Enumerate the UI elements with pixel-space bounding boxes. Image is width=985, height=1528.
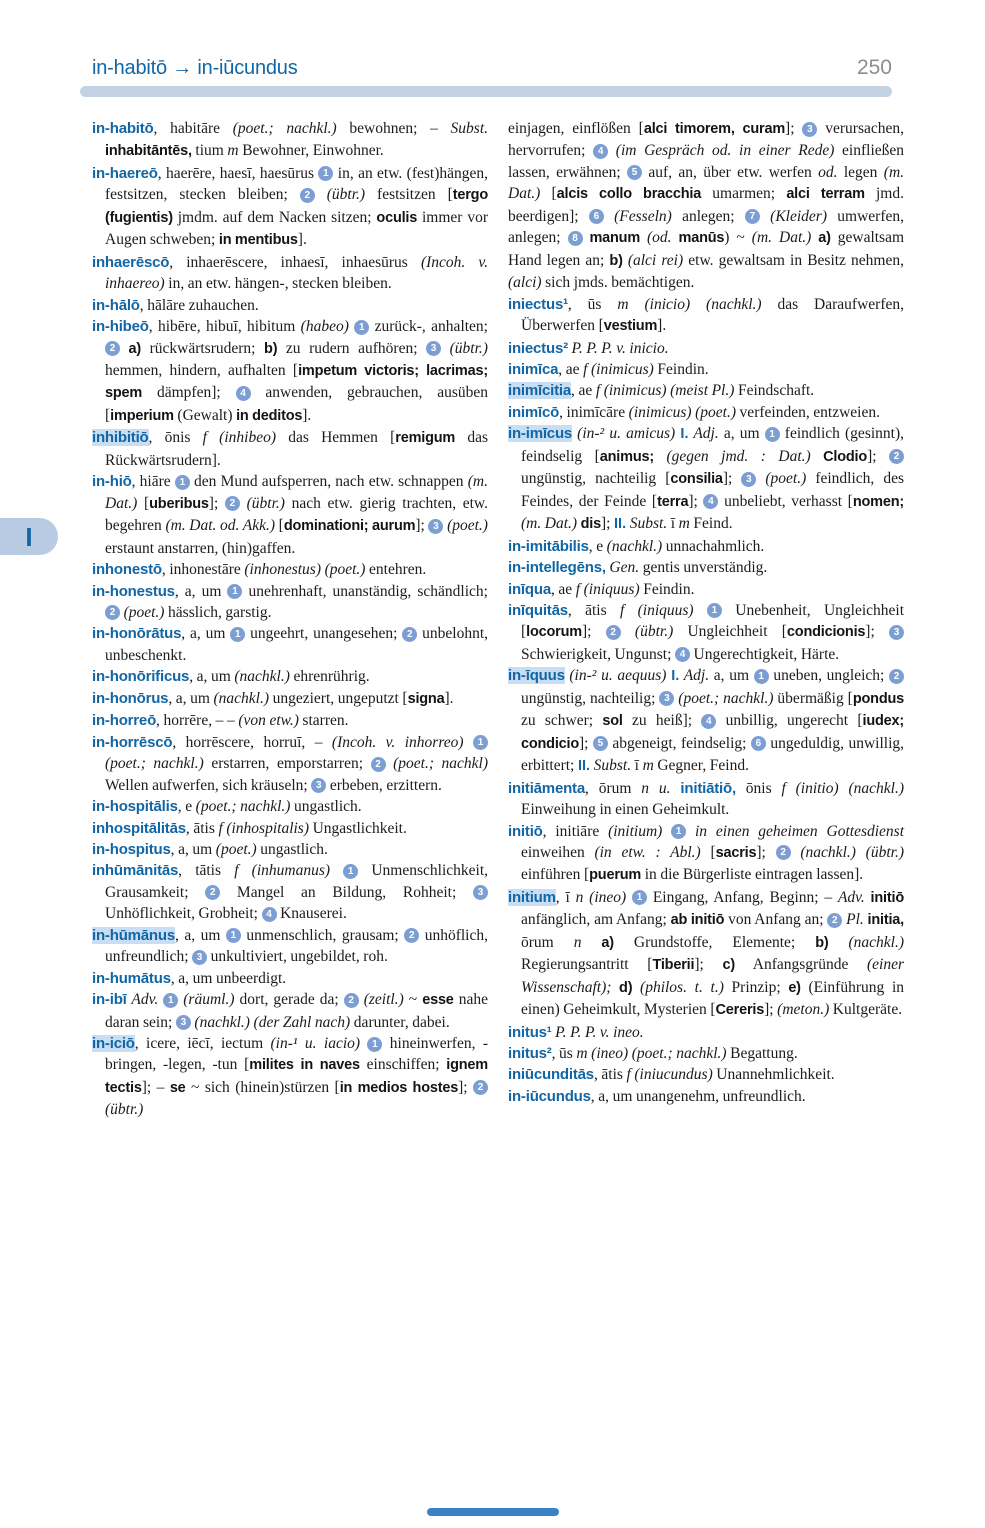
sense-number-badge: 3: [192, 950, 207, 965]
sense-number-badge: 3: [426, 341, 441, 356]
page-number: 250: [856, 56, 892, 79]
headword: inīqua: [508, 580, 551, 598]
sense-number-badge: 6: [589, 209, 604, 224]
headword: in-horreō: [92, 712, 157, 730]
headword: inhaerēscō: [92, 253, 170, 271]
sense-number-badge: 1: [354, 320, 369, 335]
sense-number-badge: 1: [671, 824, 686, 839]
sense-number-badge: 4: [703, 494, 718, 509]
sense-number-badge: 2: [889, 669, 904, 684]
sense-number-badge: 6: [751, 736, 766, 751]
sense-number-badge: 3: [428, 519, 443, 534]
dictionary-entry: in-humātus, a, um unbeerdigt.: [92, 969, 287, 987]
dictionary-entry: inīquitās, ātis f (iniquus) 1 Unebenheit, Ungleichheit [locorum]; 2 (übtr.) Ungleichheit [condicionis]; 3 Schwierigkeit, Ungunst; 4 Ungerechtigkeit, Härte.: [508, 601, 904, 663]
sense-number-badge: 4: [701, 714, 716, 729]
entry-continuation: einjagen, einflößen [alci timorem, curam]; 3 verursachen, hervorrufen; 4 (im Gespräch od. in einer Rede) einfließen lassen, erwähnen; 5 auf, an, über etw. werfen od. legen (m. Dat.) [alcis collo bracchia umarmen; alci terram jmd. beerdigen]; 6 (Fesseln) anlegen; 7 (Kleider) umwerfen, anlegen; 8 manum (od. manūs) ~ (m. Dat.) a) gewaltsam Hand legen an; b) (alci rei) etw. gewaltsam in Besitz nehmen, (alci) sich jmds. bemächtigen.: [508, 120, 905, 292]
headword: initiāmenta: [508, 779, 585, 797]
sense-number-badge: 1: [754, 669, 769, 684]
dictionary-entry: inhospitālitās, ātis f (inhospitalis) Ungastlichkeit.: [92, 819, 407, 837]
headword: in-humātus: [92, 969, 171, 987]
sense-number-badge: 1: [632, 890, 647, 905]
headword: in-īquus: [508, 667, 565, 685]
headword: iniectus²: [508, 339, 568, 357]
sense-number-badge: 1: [227, 584, 242, 599]
headword: inhūmānitās: [92, 862, 179, 880]
text-columns: [92, 118, 904, 1121]
sense-number-badge: 2: [105, 605, 120, 620]
dictionary-entry: inimīcitia, ae f (inimicus) (meist Pl.) Feindschaft.: [508, 382, 815, 400]
headword: in-honōrus: [92, 689, 169, 707]
sense-number-badge: 1: [175, 475, 190, 490]
dictionary-entry: iniectus¹, ūs m (inicio) (nachkl.) das Daraufwerfen, Überwerfen [vestium].: [508, 295, 904, 335]
column-right: [508, 118, 904, 1121]
headword: iniūcunditās: [508, 1066, 594, 1084]
sense-number-badge: 2: [606, 625, 621, 640]
headword: in-haereō: [92, 164, 158, 182]
sense-number-badge: 3: [176, 1015, 191, 1030]
footer-marker-bar: [427, 1508, 559, 1516]
dictionary-entry: in-ibī Adv. 1 (räuml.) dort, gerade da; 2 (zeitl.) ~ esse nahe daran sein; 3 (nachkl.) (der Zahl nach) darunter, dabei.: [92, 991, 488, 1031]
headword: in-intellegēns,: [508, 559, 606, 577]
headword: initus²: [508, 1045, 552, 1063]
headword: initium: [508, 888, 556, 906]
dictionary-entry: initus¹ P. P. P. v. ineo.: [508, 1023, 644, 1041]
dictionary-entry: in-iciō, icere, iēcī, iectum (in-¹ u. iacio) 1 hineinwerfen, -bringen, -legen, -tun [milites in naves einschiffen; ignem tectis]; – se ~ sich (hinein)stürzen [in medios hostes]; 2 (übtr.): [92, 1035, 488, 1119]
headword: inhibitiō: [92, 429, 149, 447]
sense-number-badge: 1: [318, 166, 333, 181]
sense-number-badge: 2: [404, 928, 419, 943]
dictionary-entry: in-honestus, a, um 1 unehrenhaft, unanständig, schändlich; 2 (poet.) hässlich, garstig.: [92, 582, 488, 621]
sense-number-badge: 2: [105, 341, 120, 356]
dictionary-entry: in-intellegēns, Gen. gentis unverständig.: [508, 559, 768, 577]
sense-number-badge: 2: [344, 993, 359, 1008]
dictionary-entry: iniūcunditās, ātis f (iniucundus) Unannehmlichkeit.: [508, 1066, 835, 1084]
dictionary-entry: in-imitābilis, e (nachkl.) unnachahmlich.: [508, 537, 765, 555]
headword: inhonestō: [92, 561, 162, 579]
sense-number-badge: 1: [230, 627, 245, 642]
headword: in-imīcus: [508, 425, 573, 443]
sense-number-badge: 2: [473, 1080, 488, 1095]
headword: in-iciō: [92, 1035, 135, 1053]
sense-number-badge: 2: [889, 449, 904, 464]
headword: in-ibī: [92, 991, 127, 1009]
dictionary-entry: in-hospitus, a, um (poet.) ungastlich.: [92, 840, 328, 858]
sense-number-badge: 3: [473, 885, 488, 900]
headword: initiātiō,: [670, 779, 736, 797]
dictionary-entry: in-imīcus (in-² u. amicus) I. Adj. a, um 1 feindlich (gesinnt), feindselig [animus; (gegen jmd. : Dat.) Clodio]; 2 ungünstig, nachteilig [consilia]; 3 (poet.) feindlich, des Feindes, der Feinde [terra]; 4 unbeliebt, verhasst [nomen; (m. Dat.) dis]; II. Subst. ī m Feind.: [508, 425, 905, 533]
headword: in-honōrātus: [92, 625, 182, 643]
column-left: [92, 118, 488, 1121]
sense-number-badge: 2: [827, 913, 842, 928]
sense-number-badge: 1: [367, 1037, 382, 1052]
headword: iniectus¹: [508, 295, 568, 313]
sense-number-badge: 1: [163, 993, 178, 1008]
headword: in-imitābilis: [508, 537, 589, 555]
sense-number-badge: 2: [205, 885, 220, 900]
sense-number-badge: 2: [371, 757, 386, 772]
sense-number-badge: 7: [745, 209, 760, 224]
dictionary-entry: initium, ī n (ineo) 1 Eingang, Anfang, Beginn; – Adv. initiō anfänglich, am Anfang; ab initiō von Anfang an; 2 Pl. initia, ōrum n a) Grundstoffe, Elemente; b) (nachkl.) Regierungsantritt [Tiberii]; c) Anfangsgründe (einer Wissenschaft); d) (philos. t. t.) Prinzip; e) (Einführung in einen) Geheimkult, Mysterien [Cereris]; (meton.) Kultgeräte.: [508, 888, 905, 1019]
sense-number-badge: 8: [568, 231, 583, 246]
header-divider-bar: [80, 86, 892, 97]
dictionary-entry: inimīca, ae f (inimicus) Feindin.: [508, 360, 709, 378]
dictionary-entry: inimīcō, inimīcāre (inimicus) (poet.) verfeinden, entzweien.: [508, 403, 880, 421]
dictionary-entry: in-honōrificus, a, um (nachkl.) ehrenrührig.: [92, 668, 370, 686]
headword-range: in-habitō → in-iūcundus: [92, 57, 298, 79]
headword: inimīca: [508, 360, 559, 378]
headword: in-horrēscō: [92, 733, 173, 751]
sense-number-badge: 2: [776, 845, 791, 860]
thumb-index-tab: [0, 518, 58, 555]
sense-number-badge: 1: [707, 603, 722, 618]
sense-number-badge: 3: [659, 691, 674, 706]
headword: in-hālō: [92, 296, 140, 314]
sense-number-badge: 1: [765, 427, 780, 442]
dictionary-entry: in-habitō, habitāre (poet.; nachkl.) bewohnen; – Subst. inhabitāntēs, tium m Bewohner, Einwohner.: [92, 120, 488, 160]
sense-number-badge: 1: [226, 928, 241, 943]
sense-number-badge: 5: [593, 736, 608, 751]
sense-number-badge: 2: [300, 188, 315, 203]
dictionary-entry: in-honōrātus, a, um 1 ungeehrt, unangesehen; 2 unbelohnt, unbeschenkt.: [92, 625, 488, 664]
dictionary-entry: initiō, initiāre (initium) 1 in einen geheimen Gottesdienst einweihen (in etw. : Abl.) [sacris]; 2 (nachkl.) (übtr.) einführen [puerum in die Bürgerliste eintragen lassen].: [508, 822, 905, 884]
headword: inhospitālitās: [92, 819, 186, 837]
headword: initiō: [508, 822, 543, 840]
page-header: [92, 56, 892, 80]
dictionary-entry: in-hālō, hālāre zuhauchen.: [92, 296, 259, 314]
dictionary-entry: in-horrēscō, horrēscere, horruī, – (Incoh. v. inhorreo) 1 (poet.; nachkl.) erstarren, emporstarren; 2 (poet.; nachkl) Wellen aufwerfen, sich kräuseln; 3 erbeben, erzittern.: [92, 733, 489, 794]
sense-number-badge: 3: [741, 472, 756, 487]
headword: in-hibeō: [92, 318, 149, 336]
dictionary-entry: inhaerēscō, inhaerēscere, inhaesī, inhaesūrus (Incoh. v. inhaereo) in, an etw. hängen-, stecken bleiben.: [92, 253, 489, 293]
dictionary-entry: inhonestō, inhonestāre (inhonestus) (poet.) entehren.: [92, 561, 427, 579]
headword: inimīcō: [508, 403, 560, 421]
dictionary-entry: in-hiō, hiāre 1 den Mund aufsperren, nach etw. schnappen (m. Dat.) [uberibus]; 2 (übtr.) nach etw. gierig trachten, etw. begehren (m. Dat. od. Akk.) [dominationi; aurum]; 3 (poet.) erstaunt anstarren, (hin)gaffen.: [92, 473, 488, 557]
dictionary-entry: inhibitiō, ōnis f (inhibeo) das Hemmen [remigum das Rückwärtsrudern].: [92, 429, 488, 469]
sense-number-badge: 3: [802, 122, 817, 137]
sense-number-badge: 2: [402, 627, 417, 642]
dictionary-entry: in-haereō, haerēre, haesī, haesūrus 1 in, an etw. (fest)hängen, festsitzen, stecken bleiben; 2 (übtr.) festsitzen [tergo (fugientis) jmdm. auf dem Nacken sitzen; oculis immer vor Augen schweben; in mentibus].: [92, 164, 488, 249]
dictionary-entry: in-hospitālis, e (poet.; nachkl.) ungastlich.: [92, 798, 362, 816]
sense-number-badge: 1: [343, 864, 358, 879]
headword: in-hospitālis: [92, 798, 178, 816]
sense-number-badge: 3: [889, 625, 904, 640]
sense-number-badge: 3: [311, 778, 326, 793]
dictionary-entry: in-honōrus, a, um (nachkl.) ungeziert, ungeputzt [signa].: [92, 689, 454, 707]
dictionary-entry: inhūmānitās, tātis f (inhumanus) 1 Unmenschlichkeit, Grausamkeit; 2 Mangel an Bildung, Rohheit; 3 Unhöflichkeit, Grobheit; 4 Knauserei.: [92, 862, 488, 923]
headword: in-hūmānus: [92, 926, 175, 944]
dictionary-entry: in-īquus (in-² u. aequus) I. Adj. a, um 1 uneben, ungleich; 2 ungünstig, nachteilig; 3 (poet.; nachkl.) übermäßig [pondus zu schwer; sol zu heiß]; 4 unbillig, ungerecht [iudex; condicio]; 5 abgeneigt, feindselig; 6 ungeduldig, unwillig, erbittert; II. Subst. ī m Gegner, Feind.: [508, 667, 904, 775]
headword: in-honōrificus: [92, 668, 190, 686]
headword: in-hiō: [92, 473, 132, 491]
headword: in-hospitus: [92, 840, 171, 858]
sense-number-badge: 4: [262, 907, 277, 922]
dictionary-entry: in-horreō, horrēre, – – (von etw.) starren.: [92, 712, 349, 730]
dictionary-entry: in-iūcundus, a, um unangenehm, unfreundlich.: [508, 1087, 806, 1105]
sense-number-badge: 2: [225, 496, 240, 511]
dictionary-entry: iniectus² P. P. P. v. inicio.: [508, 339, 669, 357]
dictionary-entry: in-hibeō, hibēre, hibuī, hibitum (habeo) 1 zurück-, anhalten; 2 a) rückwärtsrudern; b) zu rudern aufhören; 3 (übtr.) hemmen, hindern, aufhalten [impetum victoris; lacrimas; spem dämpfen]; 4 anwenden, gebrauchen, ausüben [imperium (Gewalt) in deditos].: [92, 318, 488, 424]
sense-number-badge: 1: [473, 735, 488, 750]
thumb-index-letter: I: [25, 521, 33, 552]
headword: inimīcitia: [508, 382, 572, 400]
sense-number-badge: 4: [593, 144, 608, 159]
headword: initus¹: [508, 1023, 552, 1041]
dictionary-entry: in-hūmānus, a, um 1 unmenschlich, grausam; 2 unhöflich, unfreundlich; 3 unkultiviert, ungebildet, roh.: [92, 926, 488, 966]
sense-number-badge: 4: [675, 647, 690, 662]
dictionary-entry: inīqua, ae f (iniquus) Feindin.: [508, 580, 695, 598]
headword: in-habitō: [92, 120, 154, 137]
dictionary-entry: initiāmenta, ōrum n u. initiātiō, ōnis f (initio) (nachkl.) Einweihung in einen Geheimkult.: [508, 779, 904, 819]
headword: in-honestus: [92, 582, 175, 600]
headword: in-iūcundus: [508, 1087, 591, 1105]
sense-number-badge: 5: [627, 165, 642, 180]
dictionary-entry: initus², ūs m (ineo) (poet.; nachkl.) Begattung.: [508, 1045, 798, 1063]
headword: inīquitās: [508, 601, 568, 619]
sense-number-badge: 4: [236, 386, 251, 401]
